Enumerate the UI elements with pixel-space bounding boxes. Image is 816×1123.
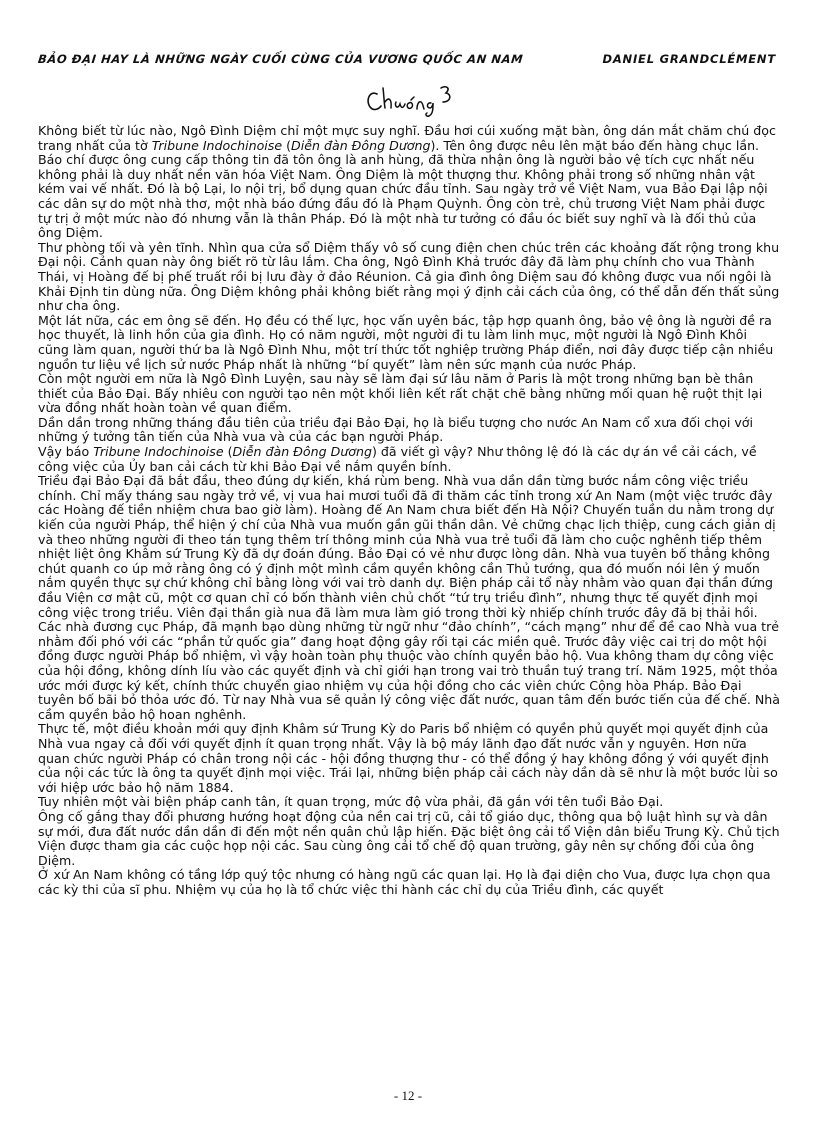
body-paragraph [38, 620, 780, 722]
body-paragraph [38, 474, 780, 620]
body-paragraph [38, 314, 780, 372]
text-run: Ông cố gắng thay đổi phương hướng hoạt động của nền cai trị cũ, cải tổ giáo dục, thông qua bộ luật hình sự và dân sự mới, đưa đất nước dần dần đi đến một nền quân chủ lập hiến. Đặc biệt ông cải tổ Viện dân biểu Trung Kỳ. Chủ tịch Viện được tham gia các cuộc họp nội các. Sau cùng ông cải tổ chế độ quan trường, gây nên sự chống đối của ông Diệm. [38, 808, 780, 868]
text-run: ) đã viết gì vậy? Như thông lệ đó là các dự án về cải cách, về công việc của Ủy ban cải cách từ khi Bảo Đại về nắm quyền bính. [38, 444, 757, 474]
body-paragraph [38, 810, 780, 868]
text-run: Một lát nữa, các em ông sẽ đến. Họ đều có thế lực, học vấn uyên bác, tập hợp quanh ông, bảo vệ ông là người đề ra học thuyết, là linh hồn của gia đình. Họ có năm người, một người đi tu làm linh mục, một người là Ngô Đình Khôi cũng làm quan, người thứ ba là Ngô Đình Nhu, một trí thức tốt nghiệp trường Pháp điển, nơi đây được tiếp cận nhiều nguồn tư liệu về lịch sử nước Pháp nhất là những “bí quyết” làm nên sức mạnh của nước Pháp. [38, 312, 774, 372]
text-run: Thực tế, một điều khoản mới quy định Khâm sứ Trung Kỳ do Paris bổ nhiệm có quyền phủ quyết mọi quyết định của Nhà vua ngay cả đối với quyết định ít quan trọng nhất. Vậy là bộ máy lãnh đạo đất nước vẫn y nguyên. Hơn nữa quan chức người Pháp có chân trong nội các - hội đồng thượng thư - có thể đồng ý hay không đồng ý với quyết định của nội các tức là ông ta quyết định mọi việc. Trái lại, những biện pháp cải cách này dần dà sẽ như là một bước lùi so với hiệp ước bảo hộ năm 1884. [38, 721, 778, 795]
text-run: Ở xứ An Nam không có tầng lớp quý tộc nhưng có hàng ngũ các quan lại. Họ là đại diện cho Vua, được lựa chọn qua các kỳ thi của sĩ phu. Nhiệm vụ của họ là tổ chức việc thi hành các chỉ dụ của Triều đình, các quyết [38, 867, 771, 897]
text-run: Các nhà đương cục Pháp, đã mạnh bạo dùng những từ ngữ như “đảo chính”, “cách mạng” như để đề cao Nhà vua trẻ nhằm đối phó với các “phần tử quốc gia” đang hoạt động gây rối tại các miền quê. Trước đây việc cai trị do một hội đồng được người Pháp bổ nhiệm, vì vậy hoàn toàn phụ thuộc vào chính quyền bảo hộ. Vua không tham dự công việc của hội đồng, không dính líu vào các quyết định và chỉ giới hạn trong vai trò thuần tuý trang trí. Năm 1925, một thỏa ước mới được ký kết, chính thức chuyển giao nhiệm vụ của hội đồng cho các viên chức Cộng hòa Pháp. Bảo Đại tuyên bố bãi bỏ thỏa ước đó. Từ nay Nhà vua sẽ quản lý công việc đất nước, quan tâm đến bước tiến của đế chế. Nhà cầm quyền bảo hộ hoan nghênh. [38, 619, 780, 722]
text-run: ). Tên ông được nêu lên mặt báo đến hàng chục lần. Báo chí được ông cung cấp thông tin đã tôn ông là anh hùng, đã thừa nhận ông là người bảo vệ tích cực nhất nếu không phải là duy nhất nền văn hóa Việt Nam. Ông Diệm là một thượng thư. Không phải trong số những nhân vật kém vai vế nhất. Đó là bộ Lại, lo nội trị, bổ dụng quan chức đầu tỉnh. Sau ngày trở về Việt Nam, vua Bảo Đại lập nội các dân sự do một nhà thơ, một nhà báo đứng đầu đó là Phạm Quỳnh. Ông còn trẻ, chủ trương Việt Nam phải được tự trị ở một mức nào đó nhưng vẫn là thân Pháp. Đó là một nhà tư tưởng có đầu óc biết suy nghĩ và là đối thủ của ông Diệm. [38, 137, 768, 241]
text-run: Còn một người em nữa là Ngô Đình Luyện, sau này sẽ làm đại sứ lâu năm ở Paris là một trong những bạn bè thân thiết của Bảo Đại. Bấy nhiêu con người tạo nên một khối liên kết rất chặt chẽ bằng những mối quan hệ ruột thịt lại vừa đồng nhất hoàn toàn về quan điểm. [38, 371, 763, 416]
text-run: Tuy nhiên một vài biện pháp canh tân, ít quan trọng, mức độ vừa phải, đã gắn với tên tuổi Bảo Đại. [38, 794, 664, 810]
body-paragraph [38, 722, 780, 795]
body-paragraph [38, 416, 780, 445]
body-text [38, 124, 780, 897]
text-run: Triều đại Bảo Đại đã bắt đầu, theo đúng dự kiến, khá rùm beng. Nhà vua dần dần từng bước nắm công việc triều chính. Chỉ mấy tháng sau ngày trở về, vị vua hai mươi tuổi đã đi thăm các tỉnh trong xứ An Nam (một việc trước đây các Hoàng đế tiền nhiệm chưa bao giờ làm). Hoàng đế An Nam chưa biết đến Hà Nội? Chuyến tuần du nằm trong dự kiến của người Pháp, thể hiện ý chí của Nhà vua muốn gần gũi thần dân. Vẻ chững chạc lịch thiệp, cung cách giản dị và theo những người đi theo tán tụng thêm trí thông minh của Nhà vua trẻ tuổi đã làm cho cuộc nghênh tiếp thêm nhiệt liệt ông Khâm sứ Trung Kỳ đã dự đoán đúng. Bảo Đại có vẻ như được lòng dân. Nhà vua tuyên bố thẳng không chút quanh co úp mở rằng ông có ý định một mình cầm quyền không cần Thủ tướng, qua đó muốn nói lên ý muốn nắm quyền thực sự chứ không chỉ bằng lòng với vai trò danh dự. Biện pháp cải tổ này nhằm vào quan đại thần đứng đầu Viện cơ mật cũ, một cơ quan chỉ có bốn thành viên chủ chốt “tứ trụ triều đình”, nhưng thực tế quyết định mọi công việc trong triều. Viên đại thần già nua đã làm mưa làm gió trong thời kỳ nhiếp chính trước đây đã bị thải hồi. [38, 473, 776, 620]
author-header: DANIEL GRANDCLÉMENT [602, 52, 776, 66]
italic-text-run: Tribune Indochinoise [93, 444, 224, 460]
body-paragraph [38, 241, 780, 314]
page-number: - 12 - [393, 1088, 423, 1103]
text-run: Dần dần trong những tháng đầu tiên của triều đại Bảo Đại, họ là biểu tượng cho nước An Nam cổ xưa đối chọi với những ý tưởng tân tiến của Nhà vua và của các bạn người Pháp. [38, 414, 753, 445]
body-paragraph [38, 795, 780, 810]
text-run: ( [223, 444, 233, 460]
text-run: ( [282, 137, 292, 153]
text-run: Vậy báo [38, 444, 94, 460]
italic-text-run: Diễn đàn Đông Dương [291, 137, 431, 153]
body-paragraph [38, 124, 780, 241]
italic-text-run: Tribune Indochinoise [151, 137, 283, 153]
text-run: Thư phòng tối và yên tĩnh. Nhìn qua cửa sổ Diệm thấy vô số cung điện chen chúc trên các khoảng đất rộng trong khu Đại nội. Cảnh quan này ông biết rõ từ lâu lắm. Cha ông, Ngô Đình Khả trước đây đã làm phụ chính cho vua Thành Thái, vị Hoàng đế bị phế truất rồi bị lưu đày ở đảo Réunion. Cả gia đình ông Diệm sau đó không được vua nối ngôi là Khải Định tin dùng nữa. Ông Diệm không phải không biết rằng mọi ý định cải cách của ông, có thể dẫn đến thất sủng như cha ông. [38, 239, 780, 314]
body-paragraph [38, 868, 780, 897]
italic-text-run: Diễn đàn Đông Dương [232, 444, 372, 460]
chapter-heading [363, 82, 463, 118]
book-title-header: BẢO ĐẠI HAY LÀ NHỮNG NGÀY CUỐI CÙNG CỦA VƯƠNG QUỐC AN NAM [37, 52, 524, 66]
body-paragraph [38, 372, 780, 416]
body-paragraph [38, 445, 780, 474]
text-run: Không biết từ lúc nào, Ngô Đình Diệm chỉ một mực suy nghĩ. Đầu hơi cúi xuống mặt bàn, ông dán mắt chăm chú đọc trang nhất của tờ [38, 123, 776, 153]
